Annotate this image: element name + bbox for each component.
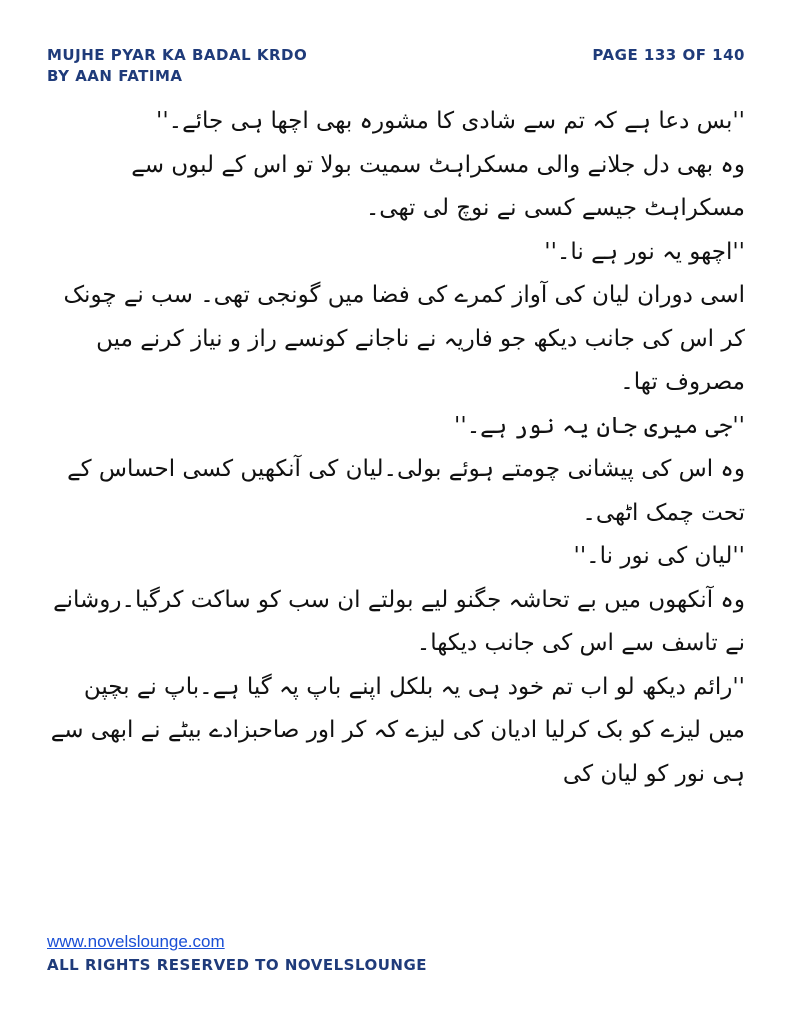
paragraph: وہ بھی دل جلانے والی مسکراہٹ سمیت بولا تو اس کے لبوں سے مسکراہٹ جیسے کسی نے نوچ لی تھی۔ bbox=[131, 151, 745, 221]
paragraph: وہ اس کی پیشانی چومتے ہوئے بولی۔لیان کی آنکھیں کسی احساس کے تحت چمک اٹھی۔ bbox=[67, 456, 745, 526]
page-number: PAGE 133 OF 140 bbox=[592, 46, 745, 64]
novel-title: MUJHE PYAR KA BADAL KRDO bbox=[47, 46, 308, 64]
copyright-notice: ALL RIGHTS RESERVED TO NOVELSLOUNGE bbox=[47, 956, 428, 974]
page-footer bbox=[47, 932, 427, 974]
paragraph: ''اچھو یہ نور ہے نا۔'' bbox=[544, 238, 745, 265]
paragraph: ''بس دعا ہے کہ تم سے شادی کا مشورہ بھی اچھا ہی جائے۔'' bbox=[156, 108, 745, 134]
paragraph: وہ آنکھوں میں بے تحاشہ جگنو لیے بولتے ان سب کو ساکت کرگیا۔روشانے نے تاسف سے اس کی جانب دیکھا۔ bbox=[53, 586, 745, 656]
paragraph: ''رائم دیکھ لو اب تم خود ہی یہ بلکل اپنے باپ پہ گیا ہے۔باپ نے بچپن میں لیزے کو بک کرلیا ادیان کی لیزے کہ کر اور صاحبزادے بیٹے نے ابھی سے ہی نور کو لیان کی bbox=[50, 673, 745, 787]
paragraph: اسی دوران لیان کی آواز کمرے کی فضا میں گونجی تھی۔ سب نے چونک کر اس کی جانب دیکھ جو فاریہ نے ناجانے کونسے راز و نیاز کرنے میں مصروف تھا۔ bbox=[63, 282, 745, 395]
novel-text bbox=[47, 100, 745, 796]
website-link[interactable]: www.novelslounge.com bbox=[47, 932, 225, 951]
paragraph: ''لیان کی نور نا۔'' bbox=[573, 543, 745, 569]
author-name: BY AAN FATIMA bbox=[47, 67, 183, 85]
paragraph: ''جی میری جان یہ نور ہے۔'' bbox=[454, 412, 745, 439]
